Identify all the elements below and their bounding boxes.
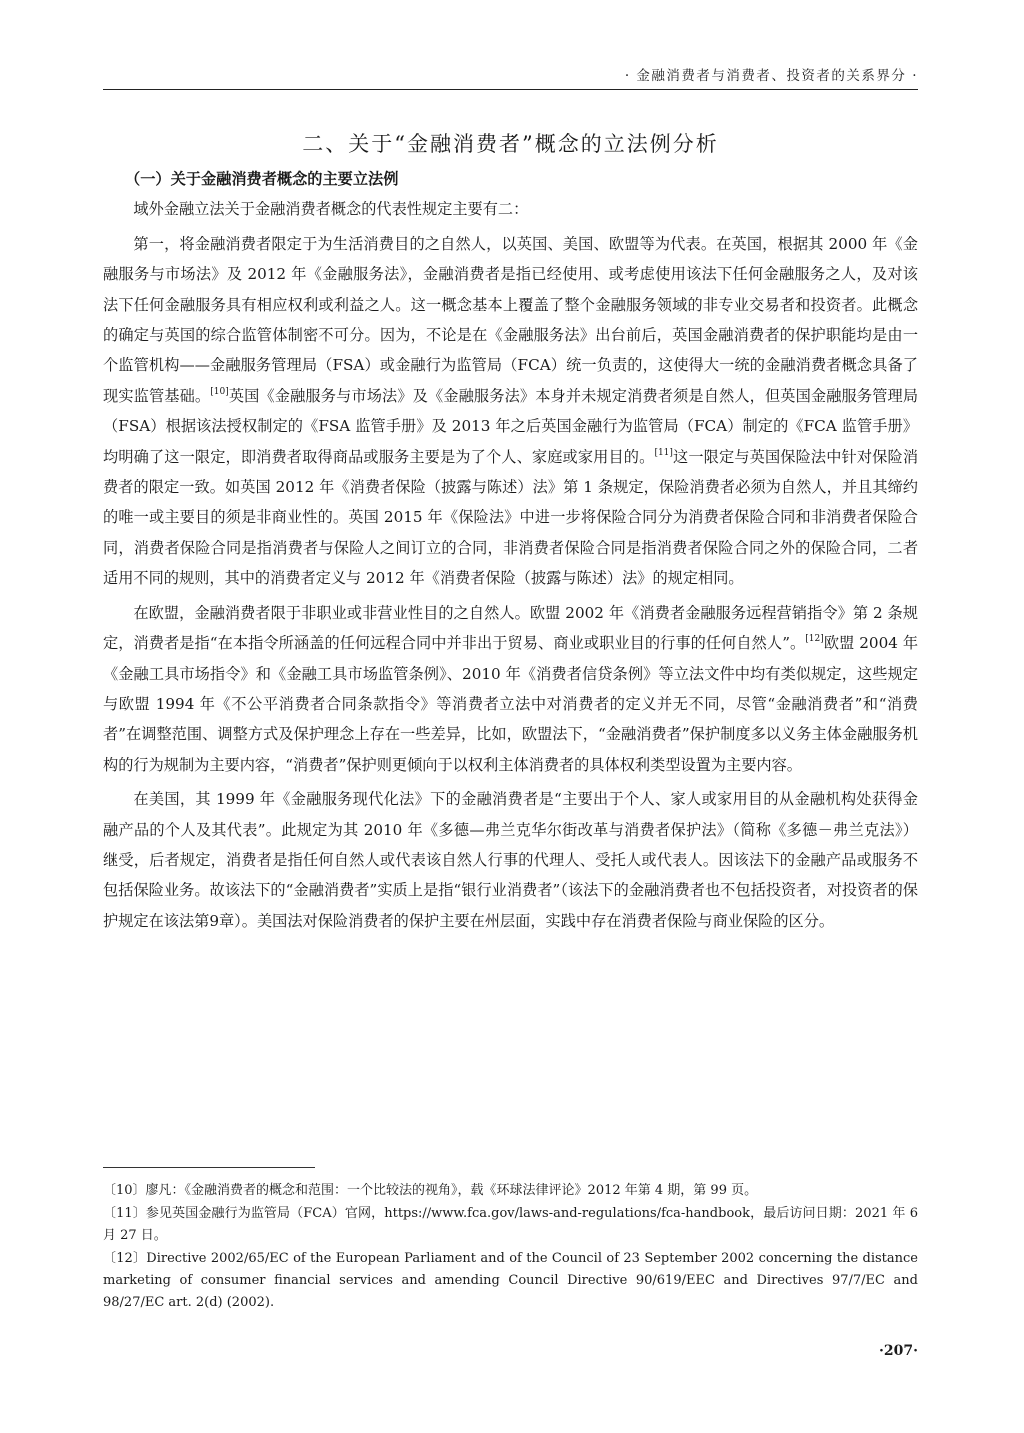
paragraph-us: 在美国，其 1999 年《金融服务现代化法》下的金融消费者是“主要出于个人、家人或家用目的从金融机构处获得金融产品的个人及其代表”。此规定为其 2010 年《多德—弗兰克华尔街改革与消费者保护法》（简称《多德－弗兰克法》）继受，后者规定，消费者是指任何自然人或代表该自然人行事的代理人、受托人或代表人。因该法下的金融产品或服务不包括保险业务。故该法下的“金融消费者”实质上是指“银行业消费者”（该法下的金融消费者也不包括投资者，对投资者的保护规定在该法第9章）。美国法对保险消费者的保护主要在州层面，实践中存在消费者保险与商业保险的区分。 xyxy=(103,790,918,930)
footnote-12: 〔12〕Directive 2002/65/EC of the European Parliament and of the Council of 23 September 2002 concerning the distance marketing of consumer financial services and amending Council Directive 90/619/EEC and Directives 97/7/EC and 98/27/EC art. 2(d) (2002). xyxy=(103,1251,918,1310)
footnote-11: 〔11〕参见英国金融行为监管局（FCA）官网，https://www.fca.gov/laws-and-regulations/fca-handbook，最后访问日期：2021 年 6 月 27 日。 xyxy=(103,1206,918,1243)
footnote-10: 〔10〕廖凡：《金融消费者的概念和范围：一个比较法的视角》，载《环球法律评论》2012 年第 4 期，第 99 页。 xyxy=(103,1183,758,1198)
header-rule xyxy=(103,89,918,90)
footnote-rule xyxy=(103,1167,315,1168)
footnote-ref-10[interactable]: [10] xyxy=(210,386,229,397)
paragraph-uk xyxy=(103,229,918,594)
footnote-ref-11[interactable]: [11] xyxy=(654,447,673,458)
footnote-ref-12[interactable]: [12] xyxy=(805,634,824,645)
footnotes xyxy=(103,1180,918,1315)
paragraph-uk-part-2: 英国《金融服务与市场法》及《金融服务法》本身并未规定消费者须是自然人，但英国金融服务管理局（FSA）根据该法授权制定的《FSA 监管手册》及 2013 年之后英国金融行为监管局（FCA）制定的《FCA 监管手册》均明确了这一限定，即消费者取得商品或服务主要是为了个人、家庭或家用目的。 xyxy=(103,386,919,466)
paragraph-uk-part-1: 第一，将金融消费者限定于为生活消费目的之自然人，以英国、美国、欧盟等为代表。在英国，根据其 2000 年《金融服务与市场法》及 2012 年《金融服务法》，金融消费者是指已经使用、或考虑使用该法下任何金融服务之人，及对该法下任何金融服务具有相应权利或利益之人。这一概念基本上覆盖了整个金融服务领域的非专业交易者和投资者。此概念的确定与英国的综合监管体制密不可分。因为，不论是在《金融服务法》出台前后，英国金融消费者的保护职能均是由一个监管机构——金融服务管理局（FSA）或金融行为监管局（FCA）统一负责的，这使得大一统的金融消费者概念具备了现实监管基础。 xyxy=(103,234,918,405)
running-header: · 金融消费者与消费者、投资者的关系界分 · xyxy=(624,68,918,84)
subsection-title: （一）关于金融消费者概念的主要立法例 xyxy=(125,170,399,188)
paragraph-uk-part-3: 这一限定与英国保险法中针对保险消费者的限定一致。如英国 2012 年《消费者保险（披露与陈述）法》第 1 条规定，保险消费者必须为自然人，并且其缔约的唯一或主要目的须是非商业性的。英国 2015 年《保险法》中进一步将保险合同分为消费者保险合同和非消费者保险合同，消费者保险合同是指消费者与保险人之间订立的合同，非消费者保险合同是指消费者保险合同之外的保险合同，二者适用不同的规则，其中的消费者定义与 2012 年《消费者保险（披露与陈述）法》的规定相同。 xyxy=(103,447,919,588)
page-number: ·207· xyxy=(879,1343,918,1359)
paragraph-intro: 域外金融立法关于金融消费者概念的代表性规定主要有二： xyxy=(133,200,529,219)
section-title: 二、关于“金融消费者”概念的立法例分析 xyxy=(302,132,719,157)
paragraph-eu-part-2: 欧盟 2004 年《金融工具市场指令》和《金融工具市场监管条例》、2010 年《消费者信贷条例》等立法文件中均有类似规定，这些规定与欧盟 1994 年《不公平消费者合同条款指令》等消费者立法中对消费者的定义并无不同，尽管“金融消费者”和“消费者”在调整范围、调整方式及保护理念上存在一些差异，比如，欧盟法下，“金融消费者”保护制度多以义务主体金融服务机构的行为规制为主要内容，“消费者”保护则更倾向于以权利主体消费者的具体权利类型设置为主要内容。 xyxy=(103,634,919,774)
body-text xyxy=(103,164,918,936)
paragraph-eu xyxy=(103,598,918,780)
paragraph-eu-part-1: 在欧盟，金融消费者限于非职业或非营业性目的之自然人。欧盟 2002 年《消费者金融服务远程营销指令》第 2 条规定，消费者是指“在本指令所涵盖的任何远程合同中并非出于贸易、商业或职业目的行事的任何自然人”。 xyxy=(103,603,918,653)
